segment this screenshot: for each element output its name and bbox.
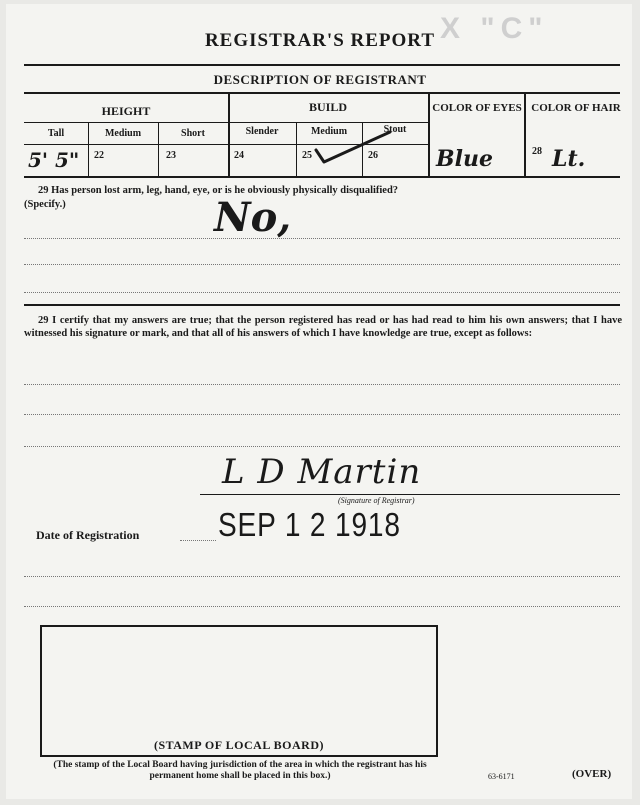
over-label: (OVER) bbox=[572, 768, 612, 780]
medium-height-label: Medium bbox=[104, 128, 142, 139]
question-28-text: Has person lost arm, leg, hand, eye, or is he obviously physically disqualified? bbox=[51, 185, 399, 196]
answer-line bbox=[24, 292, 620, 293]
answer-line bbox=[24, 576, 620, 577]
hair-header: COLOR OF HAIR bbox=[531, 102, 621, 114]
signature-line bbox=[200, 494, 620, 495]
question-28-number: 29 bbox=[38, 185, 49, 196]
section-title: DESCRIPTION OF REGISTRANT bbox=[213, 72, 427, 87]
registration-date-stamp: SEP 1 2 1918 bbox=[218, 506, 401, 543]
table-rule bbox=[428, 92, 430, 176]
specify-label: (Specify.) bbox=[24, 199, 66, 210]
answer-line bbox=[180, 540, 216, 541]
stout-number: 26 bbox=[368, 150, 378, 161]
answer-line bbox=[24, 446, 620, 447]
table-rule bbox=[524, 92, 526, 176]
short-label: Short bbox=[181, 128, 205, 139]
hair-number: 28 bbox=[532, 146, 542, 157]
answer-line bbox=[24, 264, 620, 265]
medium-build-number: 25 bbox=[302, 150, 312, 161]
stamp-box-note: (The stamp of the Local Board having jurisdiction of the area in which the registrant has his permanent home shall be placed in this box.) bbox=[53, 760, 427, 781]
table-bottom-rule bbox=[24, 176, 620, 178]
tall-label: Tall bbox=[47, 128, 65, 139]
eyes-value: Blue bbox=[436, 146, 493, 172]
question-28-answer: No, bbox=[214, 194, 292, 241]
table-rule bbox=[24, 122, 428, 123]
answer-line bbox=[24, 414, 620, 415]
build-header: BUILD bbox=[308, 100, 347, 114]
slender-number: 24 bbox=[234, 150, 244, 161]
question-29-text: I certify that my answers are true; that the person registered has read or has had read to him his own answers; that I have witnessed his signature or mark, and that all of his answers of which I have knowledge are true, except as follows: bbox=[24, 315, 622, 339]
divider bbox=[24, 64, 620, 66]
serial-mark: X "C" bbox=[440, 12, 549, 45]
tall-value: 5' 5" bbox=[28, 148, 80, 172]
divider bbox=[24, 92, 620, 94]
question-29 bbox=[24, 314, 622, 340]
medium-height-number: 22 bbox=[94, 150, 104, 161]
slender-label: Slender bbox=[245, 126, 279, 137]
answer-line bbox=[24, 606, 620, 607]
checkmark-icon bbox=[314, 128, 394, 168]
hair-value: Lt. bbox=[552, 146, 586, 172]
form-title: REGISTRAR'S REPORT bbox=[204, 30, 436, 51]
answer-line bbox=[24, 384, 620, 385]
registrar-signature: L D Martin bbox=[222, 452, 422, 492]
height-header: HEIGHT bbox=[101, 104, 151, 118]
short-number: 23 bbox=[166, 150, 176, 161]
question-29-number: 29 bbox=[38, 315, 49, 326]
registration-date-label: Date of Registration bbox=[36, 528, 140, 542]
form-code: 63-6171 bbox=[488, 772, 515, 781]
divider bbox=[24, 304, 620, 306]
stout-label: Stout bbox=[383, 124, 407, 135]
stamp-box-label: (STAMP OF LOCAL BOARD) bbox=[153, 738, 324, 752]
medium-build-label: Medium bbox=[310, 126, 348, 137]
answer-line bbox=[24, 238, 620, 239]
question-28 bbox=[24, 184, 624, 197]
signature-caption: (Signature of Registrar) bbox=[338, 496, 415, 505]
eyes-header: COLOR OF EYES bbox=[432, 102, 522, 114]
